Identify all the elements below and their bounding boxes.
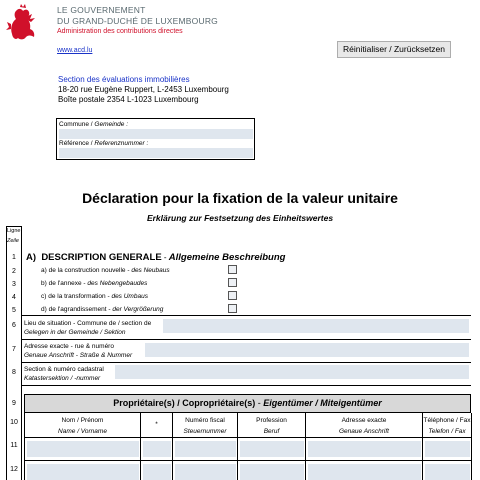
- cadastral-field[interactable]: [115, 365, 469, 379]
- owner-address-cell[interactable]: [308, 464, 421, 480]
- office-section-name: Section des évaluations immobilières: [58, 75, 190, 84]
- owner-profession-cell[interactable]: [240, 441, 304, 457]
- owner-address-cell[interactable]: [308, 441, 421, 457]
- office-address-line2: Boîte postale 2354 L-1023 Luxembourg: [58, 95, 199, 104]
- row-divider: [22, 385, 471, 386]
- government-name-line1: LE GOUVERNEMENT: [57, 5, 146, 15]
- owner-tax-number-cell[interactable]: [175, 464, 236, 480]
- table-row-divider: [25, 460, 472, 461]
- column-header: Adresse exacte Genaue Anschrift: [339, 417, 389, 435]
- column-header: Profession Beruf: [256, 417, 287, 435]
- line-number: 8: [12, 369, 16, 376]
- line-number: 4: [12, 294, 16, 301]
- cadastral-label-de: Katastersektion / -nummer: [24, 375, 101, 382]
- row-divider: [22, 315, 471, 316]
- website-link[interactable]: www.acd.lu: [57, 47, 93, 54]
- page-title: Déclaration pour la fixation de la valeur unitaire: [82, 190, 398, 206]
- line-number: 10: [10, 419, 18, 426]
- reference-field[interactable]: [59, 148, 253, 158]
- ligne-header: Ligne: [7, 228, 21, 234]
- cadastral-label-fr: Section & numéro cadastral: [24, 366, 104, 373]
- option-extension-label: d) de l'agrandissement - der Vergrößerung: [41, 306, 164, 313]
- owner-name-cell[interactable]: [27, 441, 139, 457]
- line-number: 1: [12, 254, 16, 261]
- office-address-line1: 18-20 rue Eugène Ruppert, L-2453 Luxembourg: [58, 85, 229, 94]
- column-header: Téléphone / Fax Telefon / Fax: [423, 417, 471, 435]
- owner-asterisk-cell[interactable]: [143, 441, 171, 457]
- reset-button[interactable]: Réinitialiser / Zurücksetzen: [337, 41, 451, 58]
- address-label-de: Genaue Anschrift - Straße & Nummer: [24, 352, 133, 359]
- line-number: 9: [12, 400, 16, 407]
- address-label-fr: Adresse exacte - rue & numéro: [24, 343, 114, 350]
- government-name-line2: DU GRAND-DUCHÉ DE LUXEMBOURG: [57, 16, 218, 26]
- option-new-construction-label: a) de la construction nouvelle - des Neubaus: [41, 267, 170, 274]
- column-header: Numéro fiscal Steuernummer: [183, 417, 227, 435]
- line-number: 6: [12, 322, 16, 329]
- owner-phone-cell[interactable]: [425, 464, 470, 480]
- commune-field[interactable]: [59, 129, 253, 139]
- option-annex-checkbox[interactable]: [228, 278, 237, 287]
- owner-name-cell[interactable]: [27, 464, 139, 480]
- line-number: 3: [12, 281, 16, 288]
- line-number: 7: [12, 346, 16, 353]
- option-extension-checkbox[interactable]: [228, 304, 237, 313]
- commune-label: Commune / Gemeinde :: [59, 121, 129, 128]
- line-number: 12: [10, 466, 18, 473]
- column-header: *: [155, 421, 158, 428]
- column-header: Nom / Prénom Name / Vorname: [58, 417, 107, 435]
- owner-phone-cell[interactable]: [425, 441, 470, 457]
- address-field[interactable]: [145, 343, 469, 357]
- option-transformation-checkbox[interactable]: [228, 291, 237, 300]
- zeile-header: Zeile: [7, 238, 19, 244]
- option-transformation-label: c) de la transformation - des Umbaus: [41, 293, 148, 300]
- administration-name: Administration des contributions directes: [57, 28, 183, 35]
- owners-heading: Propriétaire(s) / Copropriétaire(s) - Eigentümer / Miteigentümer: [24, 394, 471, 413]
- line-number: 11: [10, 442, 18, 449]
- owner-tax-number-cell[interactable]: [175, 441, 236, 457]
- location-field[interactable]: [163, 319, 469, 333]
- line-number: 5: [12, 307, 16, 314]
- table-row-divider: [25, 437, 472, 438]
- line-number: 2: [12, 268, 16, 275]
- red-lion-icon: [6, 4, 38, 42]
- option-annex-label: b) de l'annexe - des Nebengebaudes: [41, 280, 148, 287]
- owners-table: [24, 413, 471, 480]
- row-divider: [22, 339, 471, 340]
- row-divider: [22, 362, 471, 363]
- reference-box: [56, 118, 255, 160]
- page-subtitle: Erklärung zur Festsetzung des Einheitswertes: [146, 213, 334, 223]
- section-a-heading: A) DESCRIPTION GENERALE - Allgemeine Beschreibung: [26, 252, 286, 263]
- reference-label: Référence / Referenznummer :: [59, 140, 149, 147]
- owner-profession-cell[interactable]: [240, 464, 304, 480]
- location-label-fr: Lieu de situation - Commune de / section de: [24, 320, 152, 327]
- option-new-construction-checkbox[interactable]: [228, 265, 237, 274]
- location-label-de: Gelegen in der Gemeinde / Sektion: [24, 329, 126, 336]
- owner-asterisk-cell[interactable]: [143, 464, 171, 480]
